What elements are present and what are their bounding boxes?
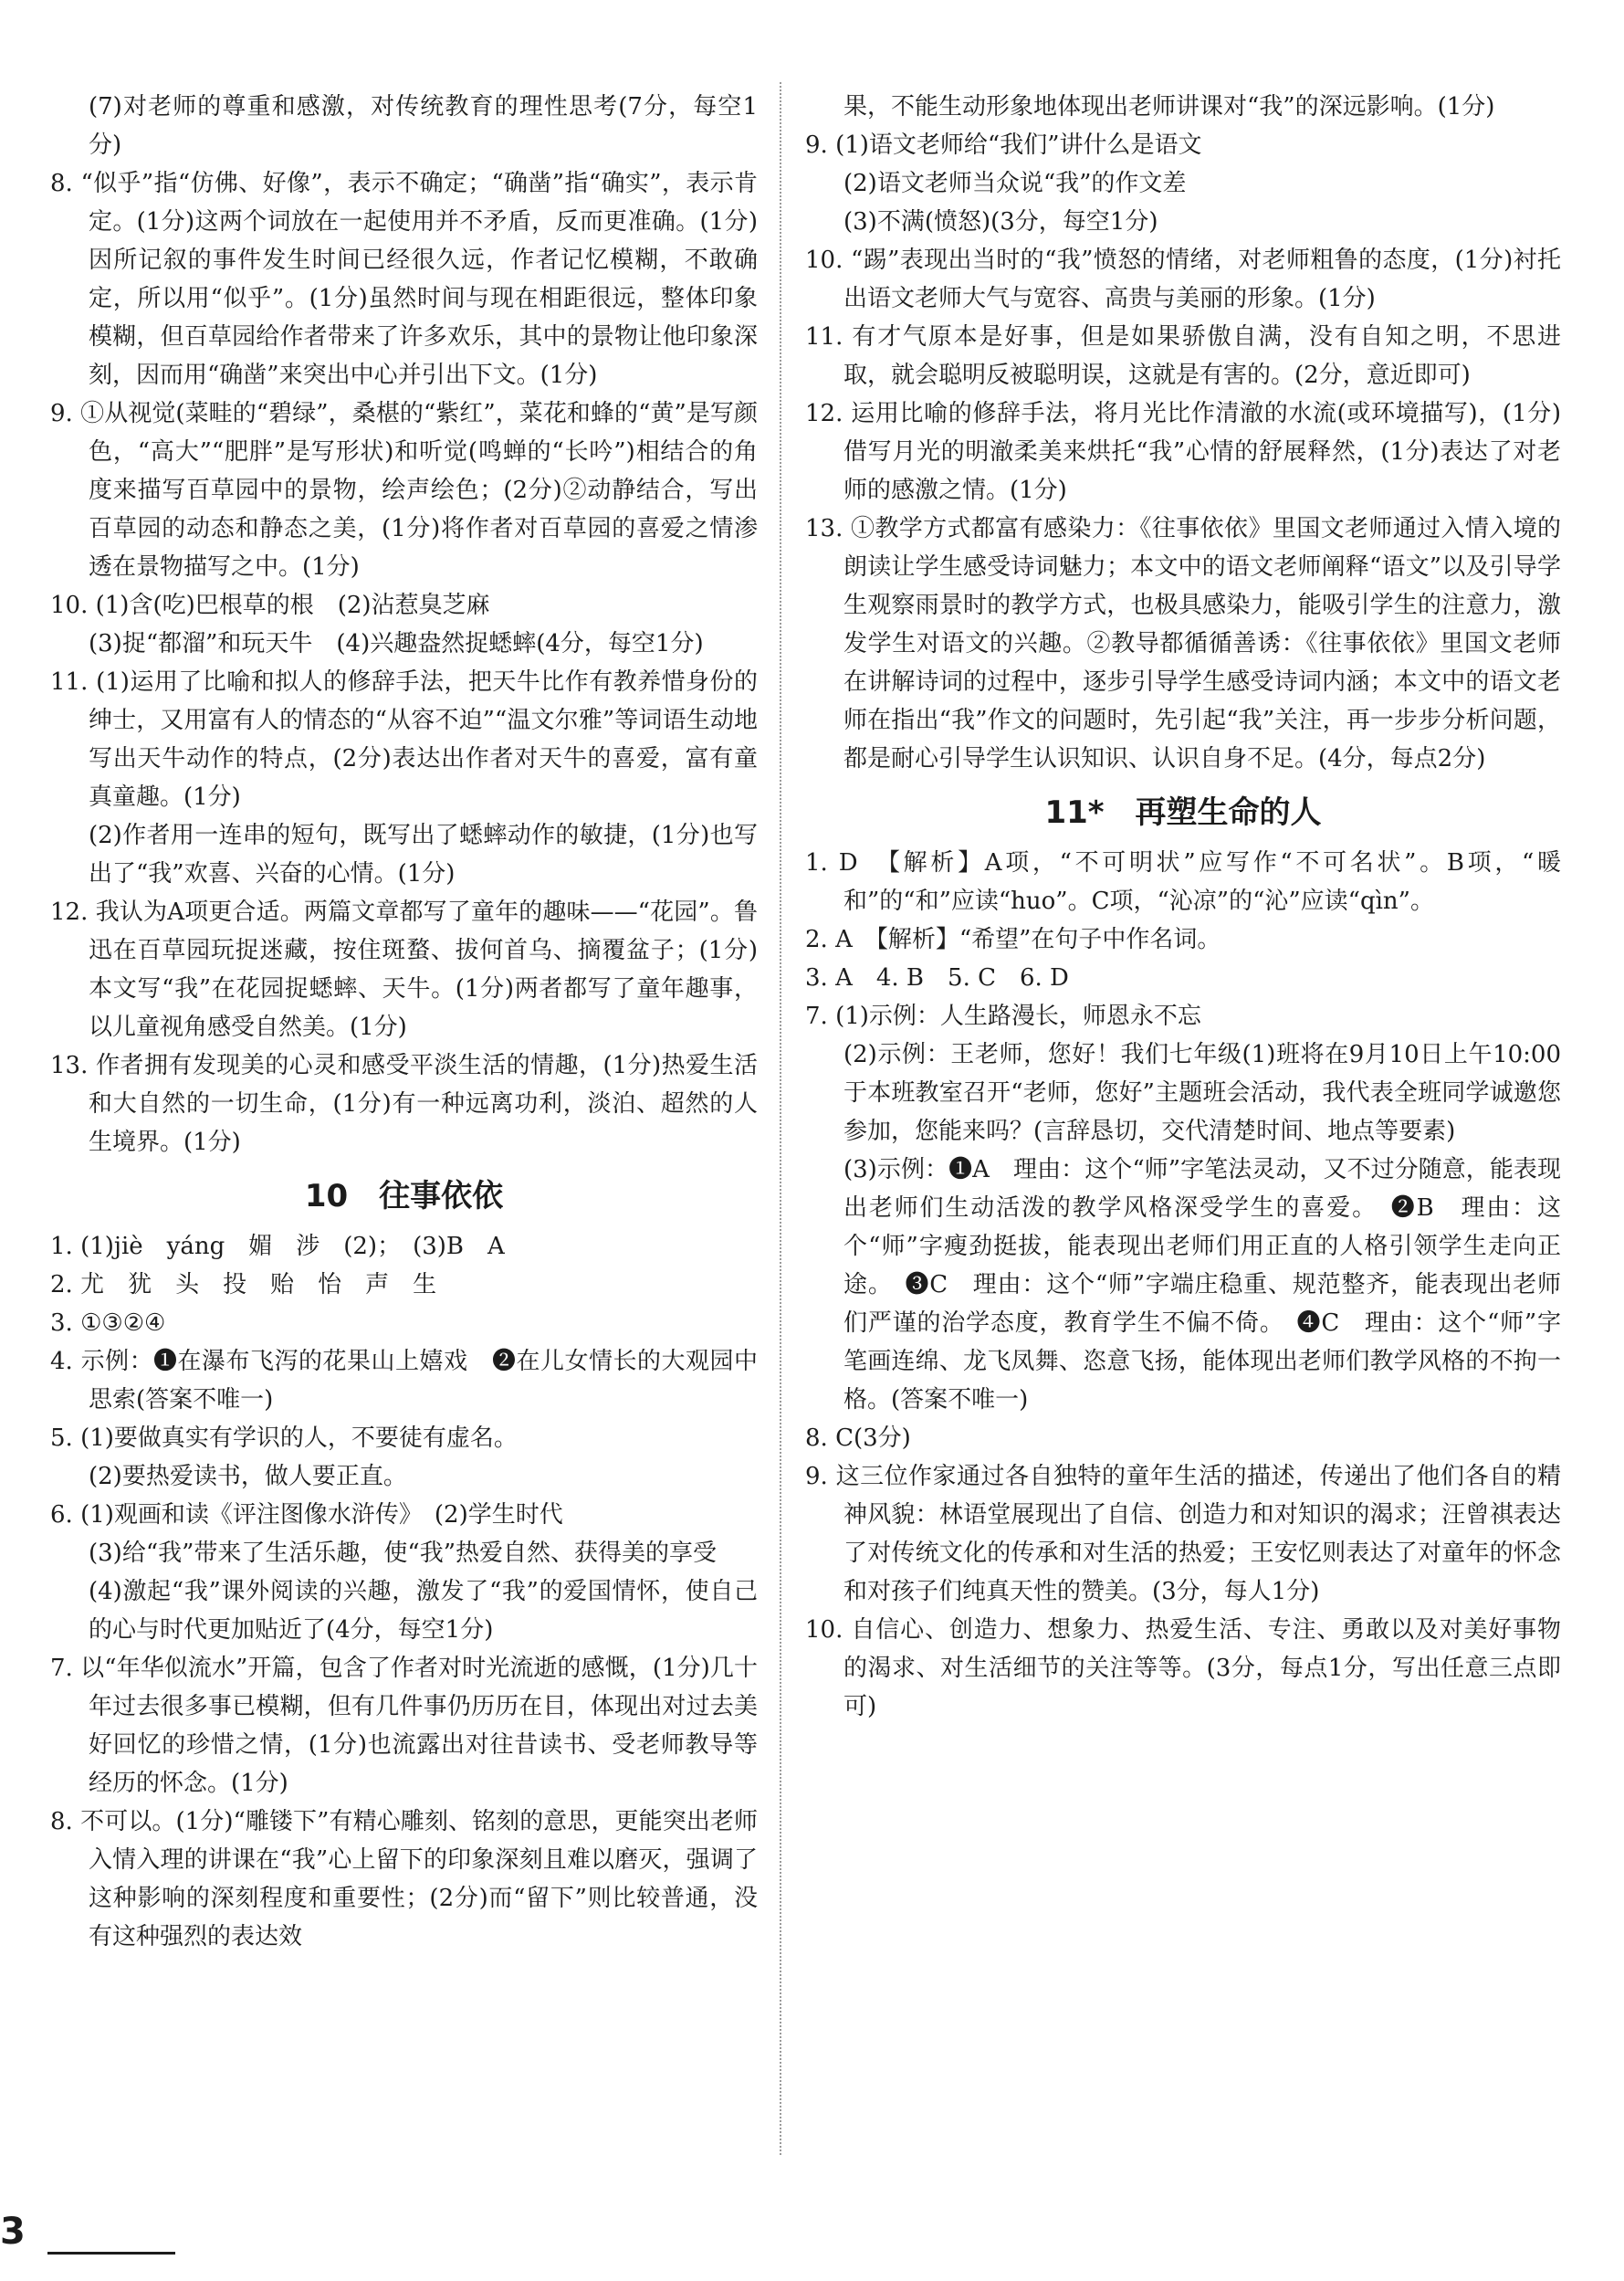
page-number: 3 bbox=[0, 2211, 26, 2253]
answer-item: 6. (1)观画和读《评注图像水浒传》 (2)学生时代 bbox=[50, 1501, 563, 1529]
answer-item: 2. 尤 犹 头 投 贻 怡 声 生 bbox=[50, 1271, 437, 1298]
answer-item: 11. 有才气原本是好事，但是如果骄傲自满，没有自知之明，不思进取，就会聪明反被聪明误，这就是有害的。(2分，意近即可) bbox=[805, 323, 1561, 389]
section-heading: 10 往事依依 bbox=[304, 1178, 504, 1214]
answer-item: 5. (1)要做真实有学识的人，不要徒有虚名。 bbox=[50, 1424, 518, 1452]
answer-continuation: (3)给“我”带来了生活乐趣，使“我”热爱自然、获得美的享受 bbox=[89, 1540, 717, 1567]
answer-continuation: (3)不满(愤怒)(3分，每空1分) bbox=[843, 208, 1158, 236]
answer-continuation: (7)对老师的尊重和感激，对传统教育的理性思考(7分，每空1分) bbox=[89, 93, 758, 159]
answer-continuation: (2)示例：王老师，您好！我们七年级(1)班将在9月10日上午10:00于本班教室召开“老师，您好”主题班会活动，我代表全班同学诚邀您参加，您能来吗？(言辞恳切，交代清楚时间、地点等要素) bbox=[843, 1041, 1561, 1145]
answer-item: 10. “踢”表现出当时的“我”愤怒的情绪，对老师粗鲁的态度，(1分)衬托出语文老师大气与宽容、高贵与美丽的形象。(1分) bbox=[805, 247, 1561, 312]
answer-item: 3. A 4. B 5. C 6. D bbox=[805, 964, 1069, 992]
answer-item: 8. C(3分) bbox=[805, 1424, 911, 1452]
answer-item: 12. 我认为A项更合适。两篇文章都写了童年的趣味——“花园”。鲁迅在百草园玩捉迷藏，按住斑蝥、拔何首乌、摘覆盆子；(1分)本文写“我”在花园捉蟋蟀、天牛。(1分)两者都写了童年趣事，以儿童视角感受自然美。(1分) bbox=[50, 899, 758, 1041]
answer-item: 13. 作者拥有发现美的心灵和感受平淡生活的情趣，(1分)热爱生活和大自然的一切生命，(1分)有一种远离功利，淡泊、超然的人生境界。(1分) bbox=[50, 1052, 758, 1156]
answer-item: 1. (1)jiè yáng 媚 涉 (2)； (3)B A bbox=[50, 1233, 505, 1260]
answer-item: 11. (1)运用了比喻和拟人的修辞手法，把天牛比作有教养惜身份的绅士，又用富有人的情态的“从容不迫”“温文尔雅”等词语生动地写出天牛动作的特点，(2分)表达出作者对天牛的喜爱，富有童真童趣。(1分) bbox=[50, 668, 758, 811]
left-column bbox=[50, 88, 758, 1956]
answer-item: 8. 不可以。(1分)“雕镂下”有精心雕刻、铭刻的意思，更能突出老师入情入理的讲课在“我”心上留下的印象深刻且难以磨灭，强调了这种影响的深刻程度和重要性；(2分)而“留下”则比较普通，没有这种强烈的表达效 bbox=[50, 1808, 758, 1950]
answer-item: 3. ①③②④ bbox=[50, 1309, 166, 1337]
answer-continuation: (2)语文老师当众说“我”的作文差 bbox=[843, 170, 1187, 197]
answer-item: 13. ①教学方式都富有感染力：《往事依依》里国文老师通过入情入境的朗读让学生感受诗词魅力；本文中的语文老师阐释“语文”以及引导学生观察雨景时的教学方式，也极具感染力，能吸引学生的注意力，激发学生对语文的兴趣。②教导都循循善诱：《往事依依》里国文老师在讲解诗词的过程中，逐步引导学生感受诗词内涵；本文中的语文老师在指出“我”作文的问题时，先引起“我”关注，再一步步分析问题，都是耐心引导学生认识知识、认识自身不足。(4分，每点2分) bbox=[805, 515, 1561, 773]
answer-continuation: (2)要热爱读书，做人要正直。 bbox=[89, 1463, 407, 1490]
answer-continuation: 果，不能生动形象地体现出老师讲课对“我”的深远影响。(1分) bbox=[843, 93, 1495, 121]
answer-item: 2. A 【解析】“希望”在句子中作名词。 bbox=[805, 926, 1221, 953]
answer-item: 9. (1)语文老师给“我们”讲什么是语文 bbox=[805, 131, 1202, 159]
answer-continuation: (4)激起“我”课外阅读的兴趣，激发了“我”的爱国情怀，使自己的心与时代更加贴近了(4分，每空1分) bbox=[89, 1578, 758, 1644]
section-heading: 11* 再塑生命的人 bbox=[1044, 794, 1322, 831]
answer-continuation: (3)示例：❶A 理由：这个“师”字笔法灵动，又不过分随意，能表现出老师们生动活泼的教学风格深受学生的喜爱。 ❷B 理由：这个“师”字瘦劲挺拔，能表现出老师们用正直的人格引领学生走向正途。 ❸C 理由：这个“师”字端庄稳重、规范整齐，能表现出老师们严谨的治学态度，教育学生不偏不倚。 ❹C 理由：这个“师”字笔画连绵、龙飞凤舞、恣意飞扬，能体现出老师们教学风格的不拘一格。(答案不唯一) bbox=[843, 1156, 1561, 1414]
answer-item: 12. 运用比喻的修辞手法，将月光比作清澈的水流(或环境描写)，(1分)借写月光的明澈柔美来烘托“我”心情的舒展释然，(1分)表达了对老师的感激之情。(1分) bbox=[805, 400, 1561, 504]
answer-item: 4. 示例：❶在瀑布飞泻的花果山上嬉戏 ❷在儿女情长的大观园中思索(答案不唯一) bbox=[50, 1348, 758, 1414]
answer-item: 10. 自信心、创造力、想象力、热爱生活、专注、勇敢以及对美好事物的渴求、对生活细节的关注等等。(3分，每点1分，写出任意三点即可) bbox=[805, 1616, 1561, 1720]
answer-item: 1. D 【解析】A项，“不可明状”应写作“不可名状”。B项，“暖和”的“和”应读“huo”。C项，“沁凉”的“沁”应读“qìn”。 bbox=[805, 849, 1561, 915]
answer-item: 8. “似乎”指“仿佛、好像”，表示不确定；“确凿”指“确实”，表示肯定。(1分)这两个词放在一起使用并不矛盾，反而更准确。(1分)因所记叙的事件发生时间已经很久远，作者记忆模糊，不敢确定，所以用“似乎”。(1分)虽然时间与现在相距很远，整体印象模糊，但百草园给作者带来了许多欢乐，其中的景物让他印象深刻，因而用“确凿”来突出中心并引出下文。(1分) bbox=[50, 170, 758, 389]
answer-item: 7. 以“年华似流水”开篇，包含了作者对时光流逝的感慨，(1分)几十年过去很多事已模糊，但有几件事仍历历在目，体现出对过去美好回忆的珍惜之情，(1分)也流露出对往昔读书、受老师教导等经历的怀念。(1分) bbox=[50, 1655, 758, 1797]
answer-item: 10. (1)含(吃)巴根草的根 (2)沾惹臭芝麻 bbox=[50, 592, 490, 619]
footer-rule bbox=[47, 2252, 175, 2255]
answer-item: 7. (1)示例：人生路漫长，师恩永不忘 bbox=[805, 1003, 1201, 1030]
answer-continuation: (2)作者用一连串的短句，既写出了蟋蟀动作的敏捷，(1分)也写出了“我”欢喜、兴奋的心情。(1分) bbox=[89, 822, 758, 888]
answer-continuation: (3)捉“都溜”和玩天牛 (4)兴趣盎然捉蟋蟀(4分，每空1分) bbox=[89, 630, 704, 657]
answer-item: 9. 这三位作家通过各自独特的童年生活的描述，传递出了他们各自的精神风貌：林语堂展现出了自信、创造力和对知识的渴求；汪曾祺表达了对传统文化的传承和对生活的热爱；王安忆则表达了对童年的怀念和对孩子们纯真天性的赞美。(3分，每人1分) bbox=[805, 1463, 1561, 1605]
answer-item: 9. ①从视觉(菜畦的“碧绿”，桑椹的“紫红”，菜花和蜂的“黄”是写颜色，“高大”“肥胖”是写形状)和听觉(鸣蝉的“长吟”)相结合的角度来描写百草园中的景物，绘声绘色；(2分)②动静结合，写出百草园的动态和静态之美，(1分)将作者对百草园的喜爱之情渗透在景物描写之中。(1分) bbox=[50, 400, 758, 581]
column-divider bbox=[780, 82, 781, 2155]
right-column bbox=[805, 88, 1561, 1726]
